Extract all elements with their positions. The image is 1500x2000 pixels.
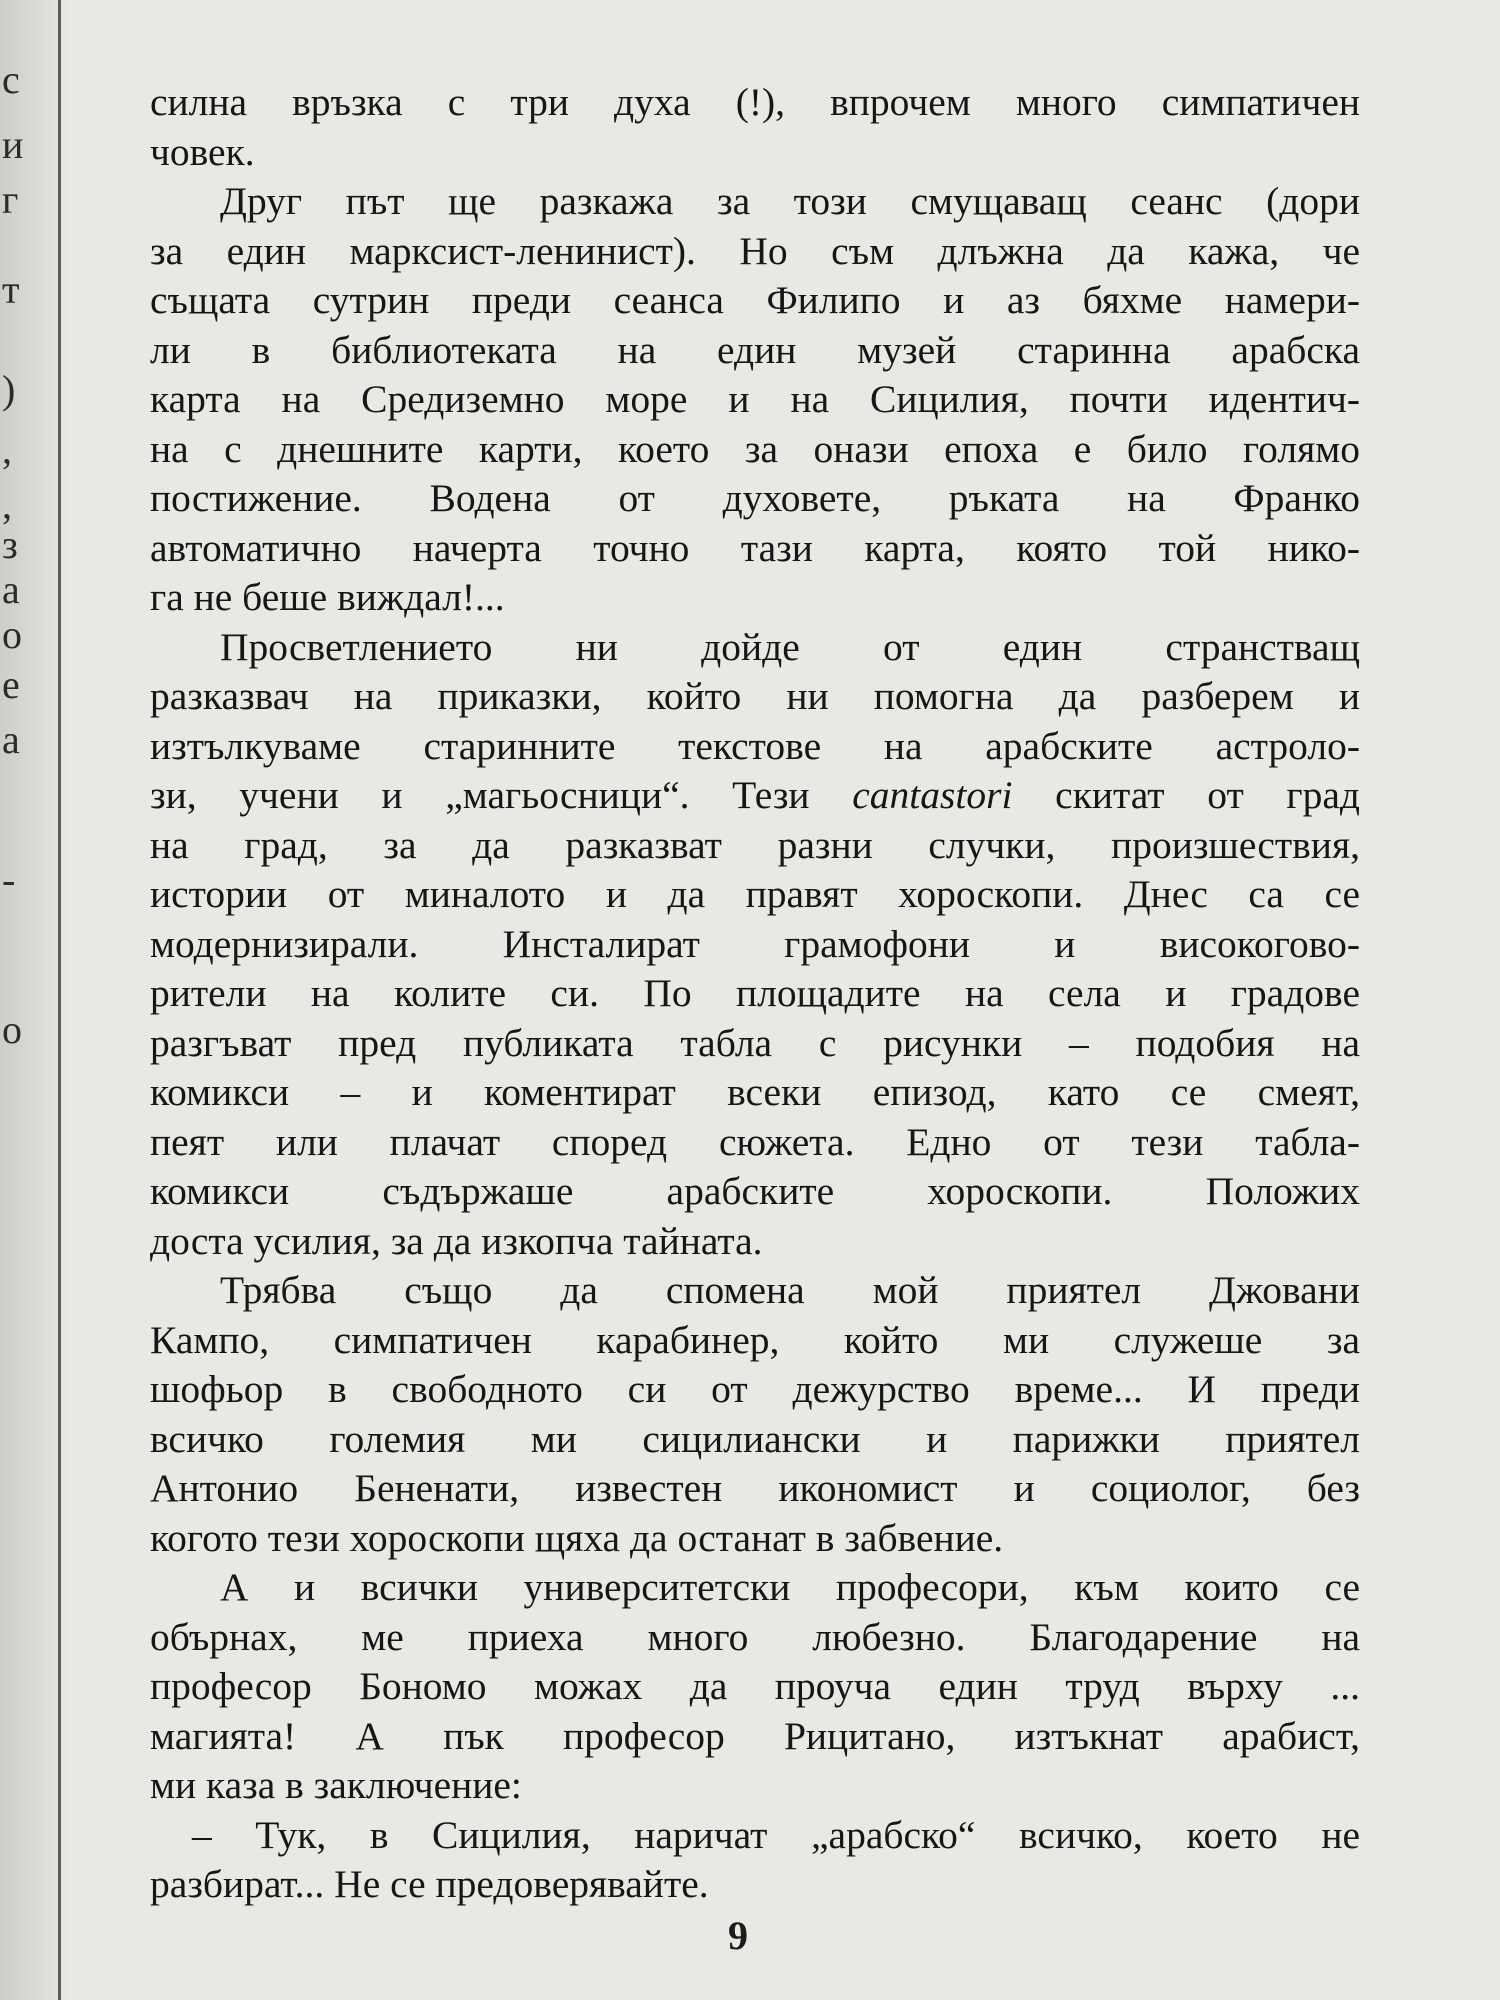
text-line: постижение. Водена от духовете, ръката на Франко xyxy=(150,476,1360,520)
previous-page-char: - xyxy=(2,857,16,902)
previous-page-char: з xyxy=(2,522,18,567)
paragraph xyxy=(150,78,1360,177)
text-line: Антонио Бененати, известен икономист и социолог, без xyxy=(150,1466,1360,1510)
text-line: автоматично начерта точно тази карта, която той нико- xyxy=(150,525,1360,570)
text-line: комикси съдържаше арабските хороскопи. Положих xyxy=(150,1169,1360,1213)
previous-page-char: ) xyxy=(2,367,16,412)
previous-page-char: а xyxy=(2,717,20,762)
text-line: Трябва също да спомена мой приятел Джовани xyxy=(220,1268,1360,1312)
paragraph xyxy=(150,1563,1360,1811)
text-line: силна връзка с три духа (!), впрочем много симпатичен xyxy=(150,80,1360,124)
previous-page-char: о xyxy=(2,612,22,657)
text-line: магията! А пък професор Рицитано, изтъкнат арабист, xyxy=(150,1713,1360,1758)
text-line: когото тези хороскопи щяха да останат в забвение. xyxy=(150,1515,1004,1560)
previous-page-char: с xyxy=(2,57,20,102)
text-line: разгъват пред публиката табла с рисунки – подобия на xyxy=(150,1020,1360,1065)
text-line: А и всички университетски професори, към които се xyxy=(220,1565,1360,1609)
text-line: човек. xyxy=(150,129,255,174)
text-line: разбират... Не се предоверявайте. xyxy=(150,1862,709,1906)
previous-page-char: , xyxy=(2,482,12,527)
text-line: рители на колите си. По площадите на села и градове xyxy=(150,971,1360,1015)
text-line: пеят или плачат според сюжета. Едно от тези табла- xyxy=(150,1119,1360,1164)
previous-page-char: г xyxy=(2,177,19,222)
book-page-text xyxy=(150,78,1360,1910)
text-line: карта на Средиземно море и на Сицилия, почти идентич- xyxy=(150,377,1360,421)
text-line: същата сутрин преди сеанса Филипо и аз бяхме намери- xyxy=(150,278,1360,322)
previous-page-char: и xyxy=(2,122,24,167)
text-line: модернизирали. Инсталират грамофони и високогово- xyxy=(150,921,1360,966)
paragraph xyxy=(150,177,1360,623)
text-line: на град, за да разказват разни случки, произшествия, xyxy=(150,822,1360,867)
previous-page-edge xyxy=(0,57,40,1960)
page-number: 9 xyxy=(728,1913,748,1958)
text-line: Друг път ще разкажа за този смущаващ сеанс (дори xyxy=(220,179,1360,223)
text-line: Просветлението ни дойде от един странстващ xyxy=(220,624,1360,669)
text-line: за един марксист-ленинист). Но съм длъжна да кажа, че xyxy=(150,228,1360,273)
previous-page-char: т xyxy=(2,267,20,312)
text-line: на с днешните карти, което за онази епоха е било голямо xyxy=(150,426,1360,471)
text-line: шофьор в свободното си от дежурство време... И преди xyxy=(150,1367,1360,1411)
previous-page-char: , xyxy=(2,427,12,472)
text-line: професор Бономо можах да проуча един труд върху ... xyxy=(150,1664,1360,1708)
text-line: комикси – и коментират всеки епизод, като се смеят, xyxy=(150,1070,1360,1114)
text-line: ли в библиотеката на един музей старинна арабска xyxy=(150,327,1360,372)
paragraph xyxy=(150,1811,1360,1910)
previous-page-char: е xyxy=(2,662,20,707)
text-line: изтълкуваме старинните текстове на арабските астроло- xyxy=(150,723,1360,768)
paragraph xyxy=(150,623,1360,1267)
text-line: зи, учени и „магьосници“. Тези cantastori скитат от град xyxy=(150,773,1360,817)
text-line: обърнах, ме приеха много любезно. Благодарение на xyxy=(150,1614,1360,1659)
text-line: Кампо, симпатичен карабинер, който ми служеше за xyxy=(150,1317,1360,1362)
previous-page-char: о xyxy=(2,1007,22,1052)
text-line: разказвач на приказки, който ни помогна да разберем и xyxy=(150,674,1360,718)
paragraph xyxy=(150,1266,1360,1563)
italic-term: cantastori xyxy=(852,773,1013,817)
text-line: – Тук, в Сицилия, наричат „арабско“ всичко, което не xyxy=(192,1812,1360,1857)
text-line: га не беше виждал!... xyxy=(150,575,505,619)
binding-gutter xyxy=(58,0,61,2000)
previous-page-char: а xyxy=(2,567,20,612)
text-line: истории от миналото и да правят хороскопи. Днес са се xyxy=(150,872,1360,916)
text-line: доста усилия, за да изкопча тайната. xyxy=(150,1218,763,1263)
text-line: ми каза в заключение: xyxy=(150,1763,522,1807)
text-line: всичко големия ми сицилиански и парижки приятел xyxy=(150,1416,1360,1461)
